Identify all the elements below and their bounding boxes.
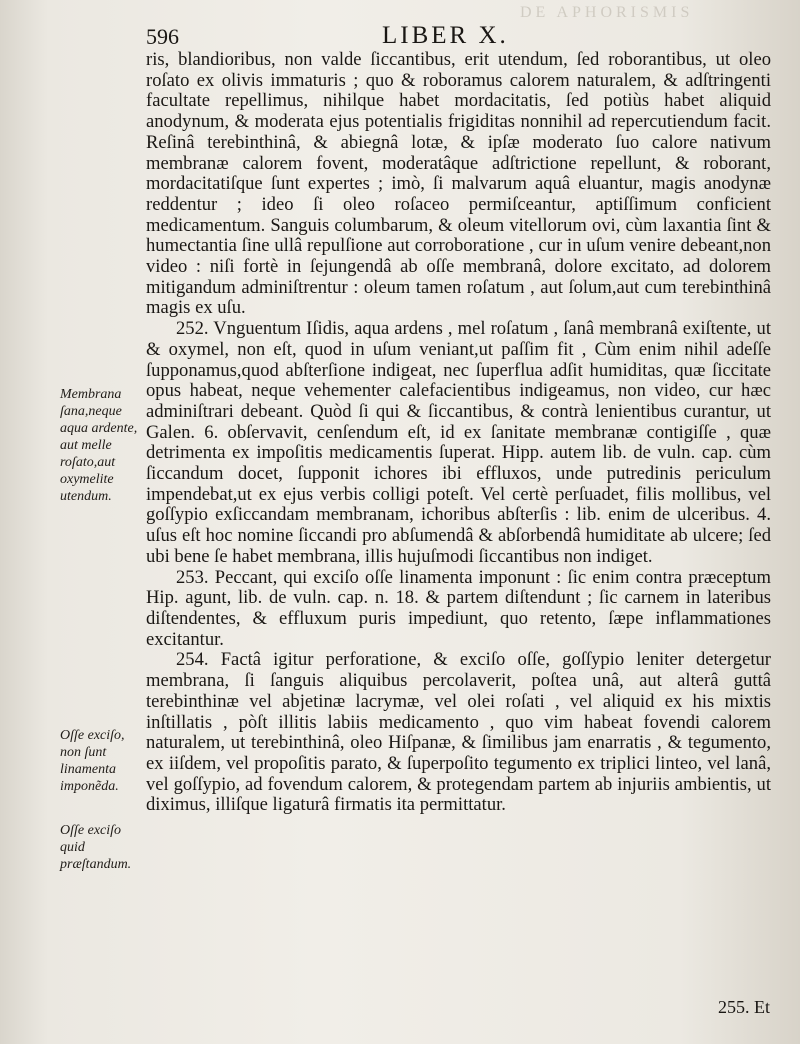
- paragraph-text: Peccant, qui exciſo oſſe linamenta imponunt : ſic enim contra præceptum Hip. agunt, lib. de vuln. cap. n. 18. & partem diſtendunt ; ſic carnem in lateribus diſtendentes, & effluxum puris impediunt, quo retento, ſæpe inflammationes excitantur.: [146, 566, 771, 650]
- main-text-column: [146, 50, 771, 816]
- paragraph-254: [146, 650, 771, 816]
- running-head: LIBER X.: [382, 22, 509, 49]
- paragraph-number: 253.: [176, 566, 209, 588]
- catchword: 255. Et: [718, 997, 770, 1017]
- bleed-through-text: DE APHORISMIS: [520, 4, 694, 21]
- paragraph-text: Factâ igitur perforatione, & exciſo oſſe, goſſypio leniter detergetur membrana, ſi ſanguis aliquibus percolaverit, poſtea unâ, aut alterâ guttâ terebinthinæ vel abjetinæ lacrymæ, vel olei roſati , vel aliquid ex his mixtis inſtillatis , pòſt illitis labiis medicamento , quo vim habeat fovendi calorem naturalem, ut terebinthinâ, oleo Hiſpanæ, & ſimilibus jam enarratis , & tegumento, ex iiſdem, vel propoſitis parato, & ſuperpoſito tegumento ex triplici linteo, vel lanâ, vel goſſypio, ad fovendum calorem, & protegendam partem ab injuriis ambientis, ut diximus, illiſque ligaturâ firmatis ita permittatur.: [146, 649, 771, 816]
- paragraph-252: [146, 319, 771, 567]
- paragraph-number: 254.: [176, 649, 209, 671]
- marginal-note: Oſſe exciſo, non ſunt linamenta imponẽda.: [60, 728, 125, 794]
- page-number: 596: [146, 24, 179, 49]
- paragraph-253: [146, 568, 771, 651]
- marginal-note: Membrana ſana,neque aqua ardente, aut melle roſato,aut oxymelite utendum.: [60, 387, 138, 504]
- paragraph-continued: [146, 50, 771, 319]
- paragraph-number: 252.: [176, 318, 209, 340]
- marginal-note: Oſſe exciſo quid præſtandum.: [60, 823, 132, 872]
- paragraph-text: ris, blandioribus, non valde ſiccantibus, erit utendum, ſed roborantibus, ut oleo roſato ex olivis immaturis ; quo & roboramus calorem naturalem, & adſtringenti facultate repellimus, nihilque habet mordacitatis, ſed potiùs habet aliquid anodynum, & moderata ejus potentialis frigiditas nonnihil ad repercutiendum facit. Reſinâ terebinthinâ, & abiegnâ lotæ, & ipſæ moderato ſuo calore nativum membranæ calorem fovent, moderatâque adſtrictione repellunt, & roborant, mordacitatiſque ſunt expertes ; imò, ſi malvarum aquâ eluantur, magis anodynæ reddentur ; ideo ſi oleo roſaceo permiſceantur, aptiſſimum conficient medicamentum. Sanguis columbarum, & oleum vitellorum ovi, cùm laxantia ſint & humectantia ſine ullâ repulſione aut corroboratione , cur in uſum venire debeant,non video : niſi fortè in ſejungendâ ab oſſe membranâ, dolore excitato, ad dolorem mitigandum adminiſtrentur : oleum tamen roſatum , aut ſolum,aut cum terebinthinâ magis ex uſu.: [146, 49, 771, 319]
- paragraph-text: Vnguentum Iſidis, aqua ardens , mel roſatum , ſanâ membranâ exiſtente, ut & oxymel, non eſt, quod in uſum veniant,ut paſſim fit , Cùm enim nihil adeſſe ſupponamus,quod abſterſione indigeat, nec ſuperflua adſit humiditas, quæ ſiccitate opus habeat, neque vehementer calefacientibus indigeamus, non video, cur hæc adminiſtrari debeant. Quòd ſi qui & ſiccantibus, & contrà lenientibus curantur, ut Galen. 6. obſervavit, cenſendum eſt, id ex ſanitate membranæ contigiſſe , quæ detrimenta ex impoſitis medicamentis ſuperat. Hipp. autem lib. de vuln. cap. cùm ſiccandum docet, ſupponit ichores ibi effluxos, unde putredinis periculum impendebat,ut ex ejus verbis colligi poteſt. Vel certè perſuadet, filis mollibus, vel goſſypio exſiccandam membranam, ichoribus abſterſis : lib. enim de ulceribus. 4. uſus eſt hoc nomine ſiccandi pro abſumendâ & abſorbendâ humiditate ab ulcere; ſed ubi bene ſe habet membrana, illis hujuſmodi ſiccantibus non indiget.: [146, 318, 771, 567]
